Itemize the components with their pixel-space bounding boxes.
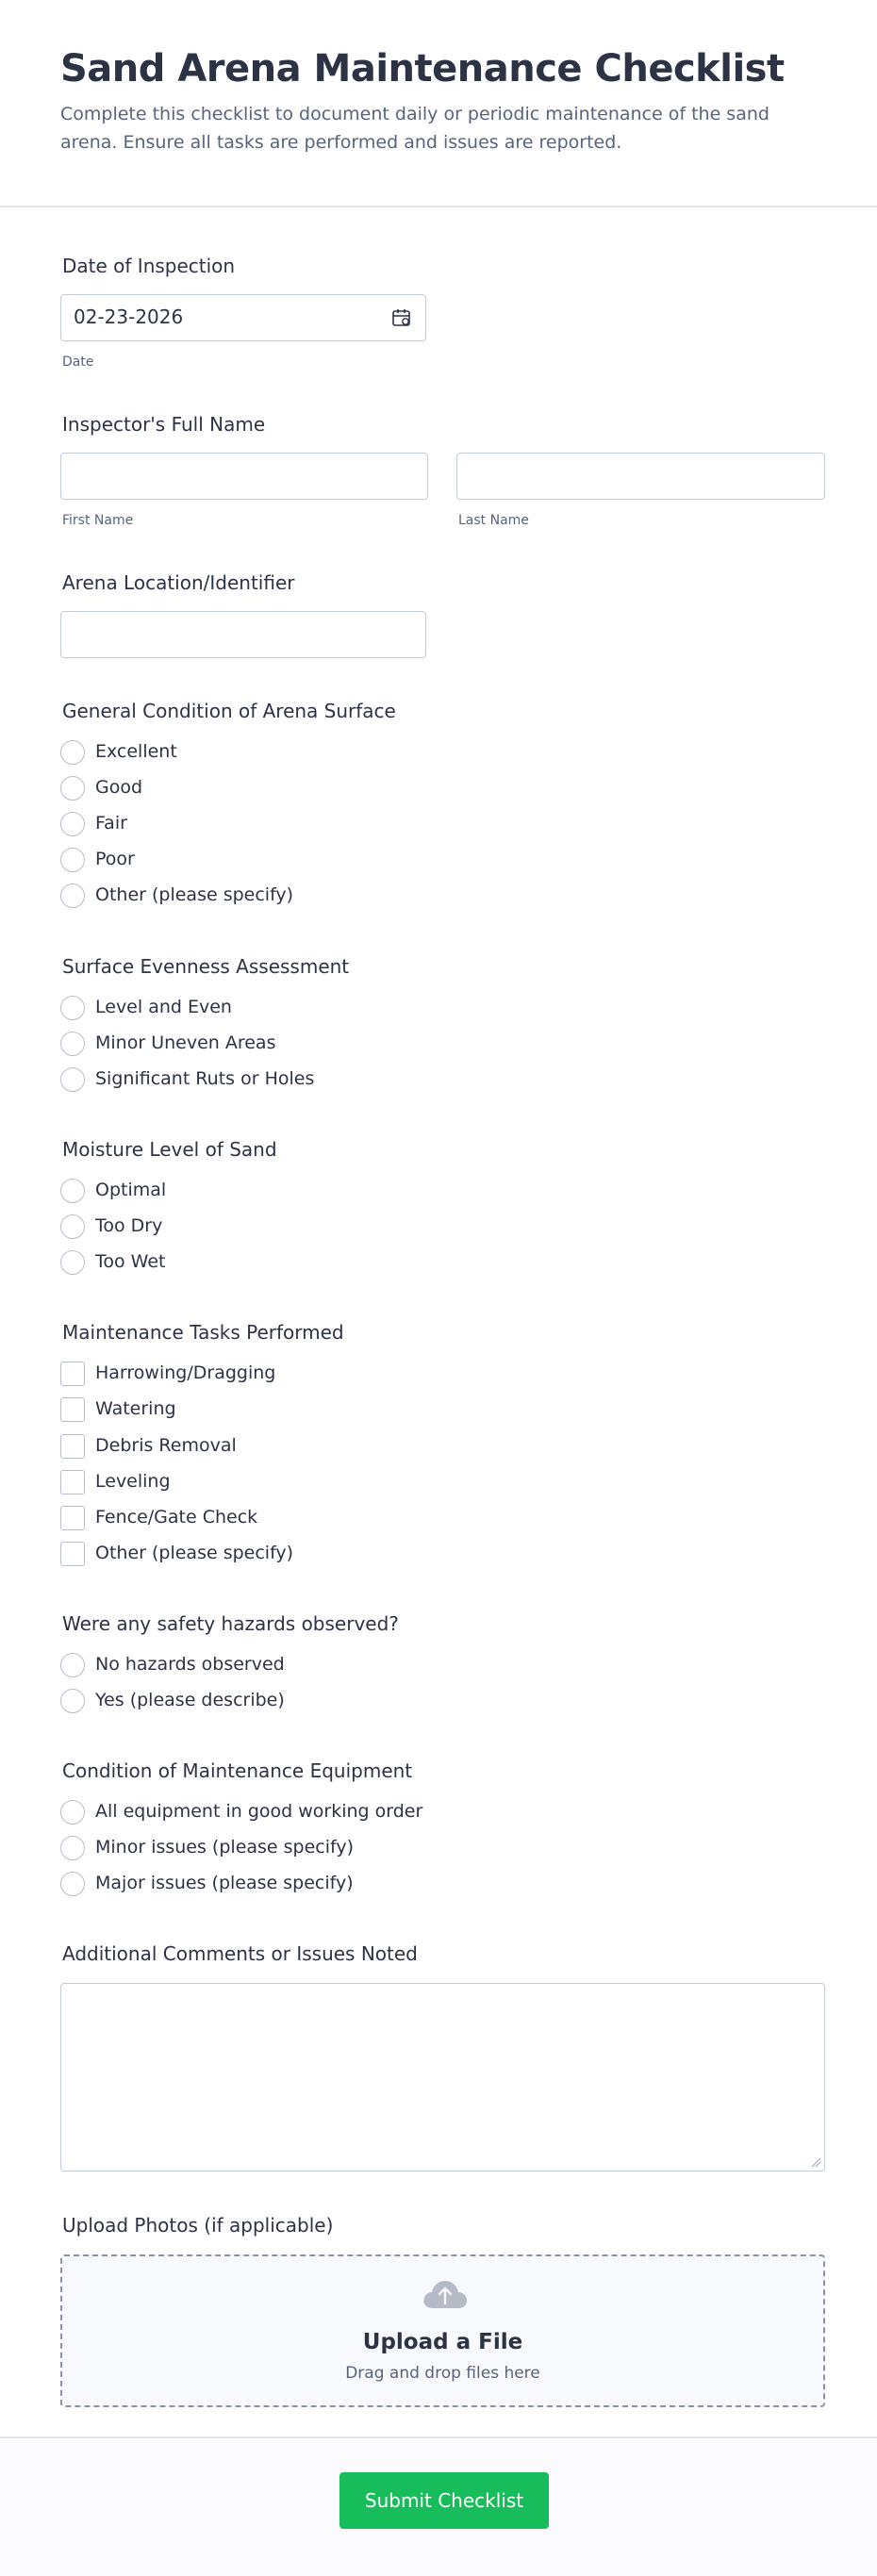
arena-location-input[interactable] xyxy=(60,611,426,658)
calendar-icon[interactable] xyxy=(391,307,412,328)
arena-location-label: Arena Location/Identifier xyxy=(62,571,295,594)
option-label: Too Wet xyxy=(95,1251,166,1272)
date-of-inspection-label: Date of Inspection xyxy=(62,255,236,277)
form-footer xyxy=(0,2436,877,2576)
resize-handle-icon[interactable] xyxy=(810,2156,821,2168)
option-label: Harrowing/Dragging xyxy=(95,1362,276,1383)
option-label: Excellent xyxy=(95,741,177,762)
checkbox[interactable] xyxy=(60,1470,85,1494)
last-name-input[interactable] xyxy=(456,453,825,500)
option-label: Major issues (please specify) xyxy=(95,1873,354,1893)
radio-button[interactable] xyxy=(60,1800,85,1825)
surface-condition-label: General Condition of Arena Surface xyxy=(62,700,396,722)
radio-button[interactable] xyxy=(60,883,85,908)
radio-button[interactable] xyxy=(60,1250,85,1275)
radio-button[interactable] xyxy=(60,996,85,1020)
option-label: No hazards observed xyxy=(95,1654,285,1675)
option-label: Fair xyxy=(95,813,127,834)
option-label: Optimal xyxy=(95,1180,167,1200)
option-label: Other (please specify) xyxy=(95,1543,294,1563)
option-label: Other (please specify) xyxy=(95,884,294,905)
first-name-input[interactable] xyxy=(60,453,428,500)
upload-label: Upload Photos (if applicable) xyxy=(62,2214,334,2237)
upload-title: Upload a File xyxy=(362,2330,523,2354)
radio-button[interactable] xyxy=(60,848,85,872)
file-upload-dropzone[interactable] xyxy=(60,2254,825,2407)
form-title: Sand Arena Maintenance Checklist xyxy=(60,47,785,91)
option-label: Significant Ruts or Holes xyxy=(95,1068,315,1089)
upload-subtitle: Drag and drop files here xyxy=(345,2364,540,2383)
option-label: Yes (please describe) xyxy=(95,1690,285,1710)
option-label: Too Dry xyxy=(95,1215,163,1236)
date-value: 02-23-2026 xyxy=(74,305,184,328)
evenness-label: Surface Evenness Assessment xyxy=(62,955,350,978)
form-header xyxy=(0,0,877,207)
hazards-label: Were any safety hazards observed? xyxy=(62,1612,399,1635)
moisture-label: Moisture Level of Sand xyxy=(62,1138,277,1161)
option-label: Minor Uneven Areas xyxy=(95,1032,276,1053)
radio-button[interactable] xyxy=(60,1067,85,1092)
checkbox[interactable] xyxy=(60,1397,85,1422)
radio-button[interactable] xyxy=(60,1872,85,1896)
option-label: Leveling xyxy=(95,1471,171,1492)
tasks-label: Maintenance Tasks Performed xyxy=(62,1321,344,1344)
cloud-upload-icon xyxy=(422,2277,469,2311)
radio-button[interactable] xyxy=(60,1836,85,1860)
comments-textarea[interactable] xyxy=(60,1983,825,2171)
checkbox[interactable] xyxy=(60,1362,85,1386)
equipment-label: Condition of Maintenance Equipment xyxy=(62,1759,413,1782)
checkbox[interactable] xyxy=(60,1434,85,1459)
radio-button[interactable] xyxy=(60,740,85,765)
checkbox[interactable] xyxy=(60,1542,85,1566)
comments-label: Additional Comments or Issues Noted xyxy=(62,1942,418,1965)
checkbox[interactable] xyxy=(60,1506,85,1530)
option-label: All equipment in good working order xyxy=(95,1801,423,1822)
radio-button[interactable] xyxy=(60,812,85,836)
option-label: Watering xyxy=(95,1398,176,1419)
option-label: Fence/Gate Check xyxy=(95,1507,258,1527)
option-label: Debris Removal xyxy=(95,1435,237,1456)
option-label: Minor issues (please specify) xyxy=(95,1837,355,1858)
radio-button[interactable] xyxy=(60,1653,85,1677)
date-input[interactable] xyxy=(60,294,426,341)
inspector-name-label: Inspector's Full Name xyxy=(62,413,266,436)
last-name-sublabel: Last Name xyxy=(458,513,529,528)
submit-button[interactable]: Submit Checklist xyxy=(339,2472,549,2529)
date-sublabel: Date xyxy=(62,355,94,370)
option-label: Level and Even xyxy=(95,997,232,1017)
radio-button[interactable] xyxy=(60,1214,85,1239)
radio-button[interactable] xyxy=(60,776,85,801)
first-name-sublabel: First Name xyxy=(62,513,134,528)
radio-button[interactable] xyxy=(60,1032,85,1056)
radio-button[interactable] xyxy=(60,1179,85,1203)
radio-button[interactable] xyxy=(60,1689,85,1713)
option-label: Poor xyxy=(95,849,135,869)
option-label: Good xyxy=(95,777,143,798)
form-description: Complete this checklist to document daily or periodic maintenance of the sand arena. Ensure all tasks are performed and issues are reported. xyxy=(60,104,769,153)
